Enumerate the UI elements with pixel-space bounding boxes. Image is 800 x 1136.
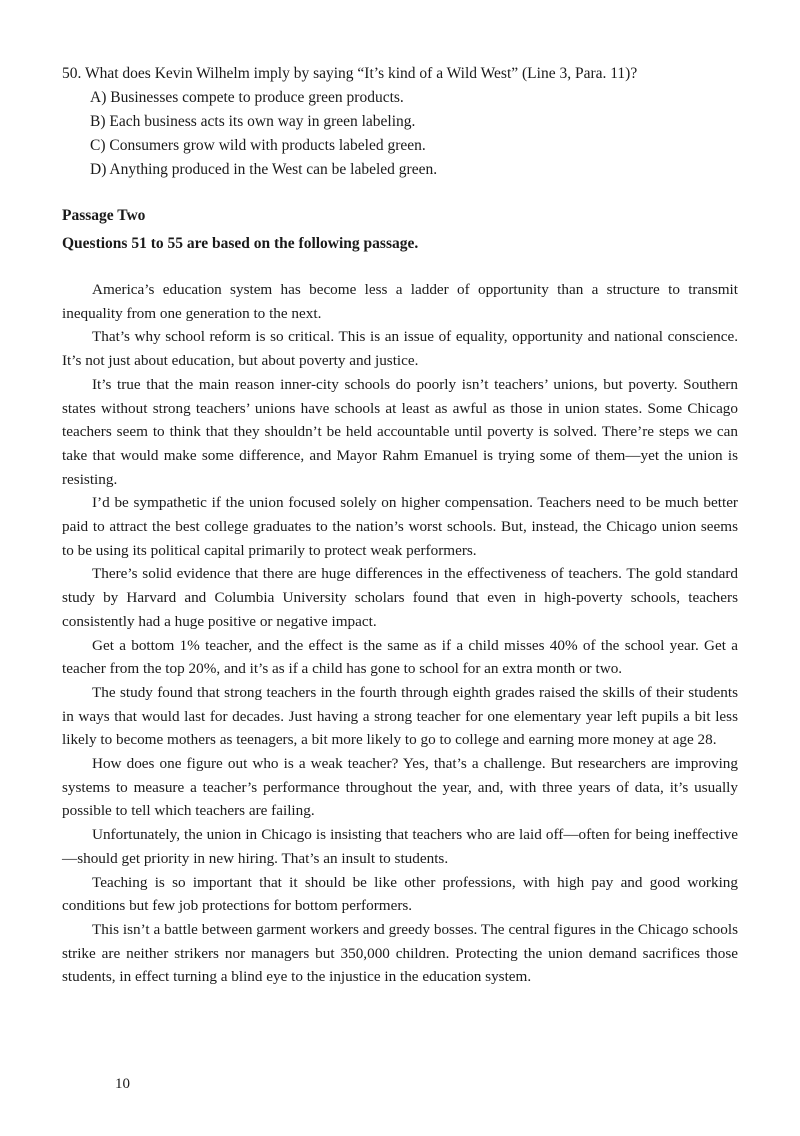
option-c: C) Consumers grow wild with products labeled green. [90, 137, 426, 154]
option-a: A) Businesses compete to produce green products. [90, 89, 404, 106]
paragraph-1: America’s education system has become less a ladder of opportunity than a structure to transmit inequality from one generation to the next. [62, 281, 738, 322]
paragraph-11: This isn’t a battle between garment workers and greedy bosses. The central figures in the Chicago schools strike are neither strikers nor managers but 350,000 children. Protecting the union demand sacrifices those students, in effect turning a blind eye to the injustice in the education system. [62, 920, 738, 986]
paragraph-5: There’s solid evidence that there are huge differences in the effectiveness of teachers. The gold standard study by Harvard and Columbia University scholars found that even in high-poverty schools, teachers consistently had a huge positive or negative impact. [62, 565, 738, 630]
passage-title: Passage Two [62, 207, 146, 224]
option-b: B) Each business acts its own way in green labeling. [90, 113, 416, 130]
paragraph-10: Teaching is so important that it should be like other professions, with high pay and good working conditions but few job protections for bottom performers. [62, 873, 738, 915]
passage-heading [62, 204, 752, 256]
page-number: 10 [115, 1076, 130, 1092]
paragraph-3: It’s true that the main reason inner-city schools do poorly isn’t teachers’ unions, but poverty. Southern states without strong teachers’ unions have schools at least as awful as those in union states. Some Chicago teachers seem to think that they shouldn’t be held accountable until poverty is solved. There’re steps we can take that would make some difference, and Mayor Rahm Emanuel is trying some of them—yet the union is resisting. [62, 375, 738, 488]
paragraph-4: I’d be sympathetic if the union focused solely on higher compensation. Teachers need to be much better paid to attract the best college graduates to the nation’s worst schools. But, instead, the Chicago union seems to be using its political capital primarily to protect weak performers. [62, 494, 738, 559]
paragraph-8: How does one figure out who is a weak teacher? Yes, that’s a challenge. But researchers are improving systems to measure a teacher’s performance throughout the year, and, with three years of data, it’s usually possible to tell which teachers are failing. [62, 755, 738, 820]
paragraph-9: Unfortunately, the union in Chicago is insisting that teachers who are laid off—often for being ineffective—should get priority in new hiring. That’s an insult to students. [62, 826, 738, 867]
passage-body [62, 278, 738, 989]
passage-instruction: Questions 51 to 55 are based on the following passage. [62, 235, 419, 252]
question-50 [62, 62, 752, 182]
paragraph-6: Get a bottom 1% teacher, and the effect is the same as if a child misses 40% of the school year. Get a teacher from the top 20%, and it’s as if a child has gone to school for an extra month or two. [62, 636, 738, 678]
question-stem: 50. What does Kevin Wilhelm imply by saying “It’s kind of a Wild West” (Line 3, Para. 11)? [62, 65, 638, 82]
paragraph-7: The study found that strong teachers in the fourth through eighth grades raised the skills of their students in ways that would last for decades. Just having a strong teacher for one elementary year left pupils a bit less likely to become mothers as teenagers, a bit more likely to go to college and earning more money at age 28. [62, 683, 738, 749]
paragraph-2: That’s why school reform is so critical. This is an issue of equality, opportunity and national conscience. It’s not just about education, but about poverty and justice. [62, 328, 738, 370]
option-d: D) Anything produced in the West can be labeled green. [90, 161, 438, 178]
